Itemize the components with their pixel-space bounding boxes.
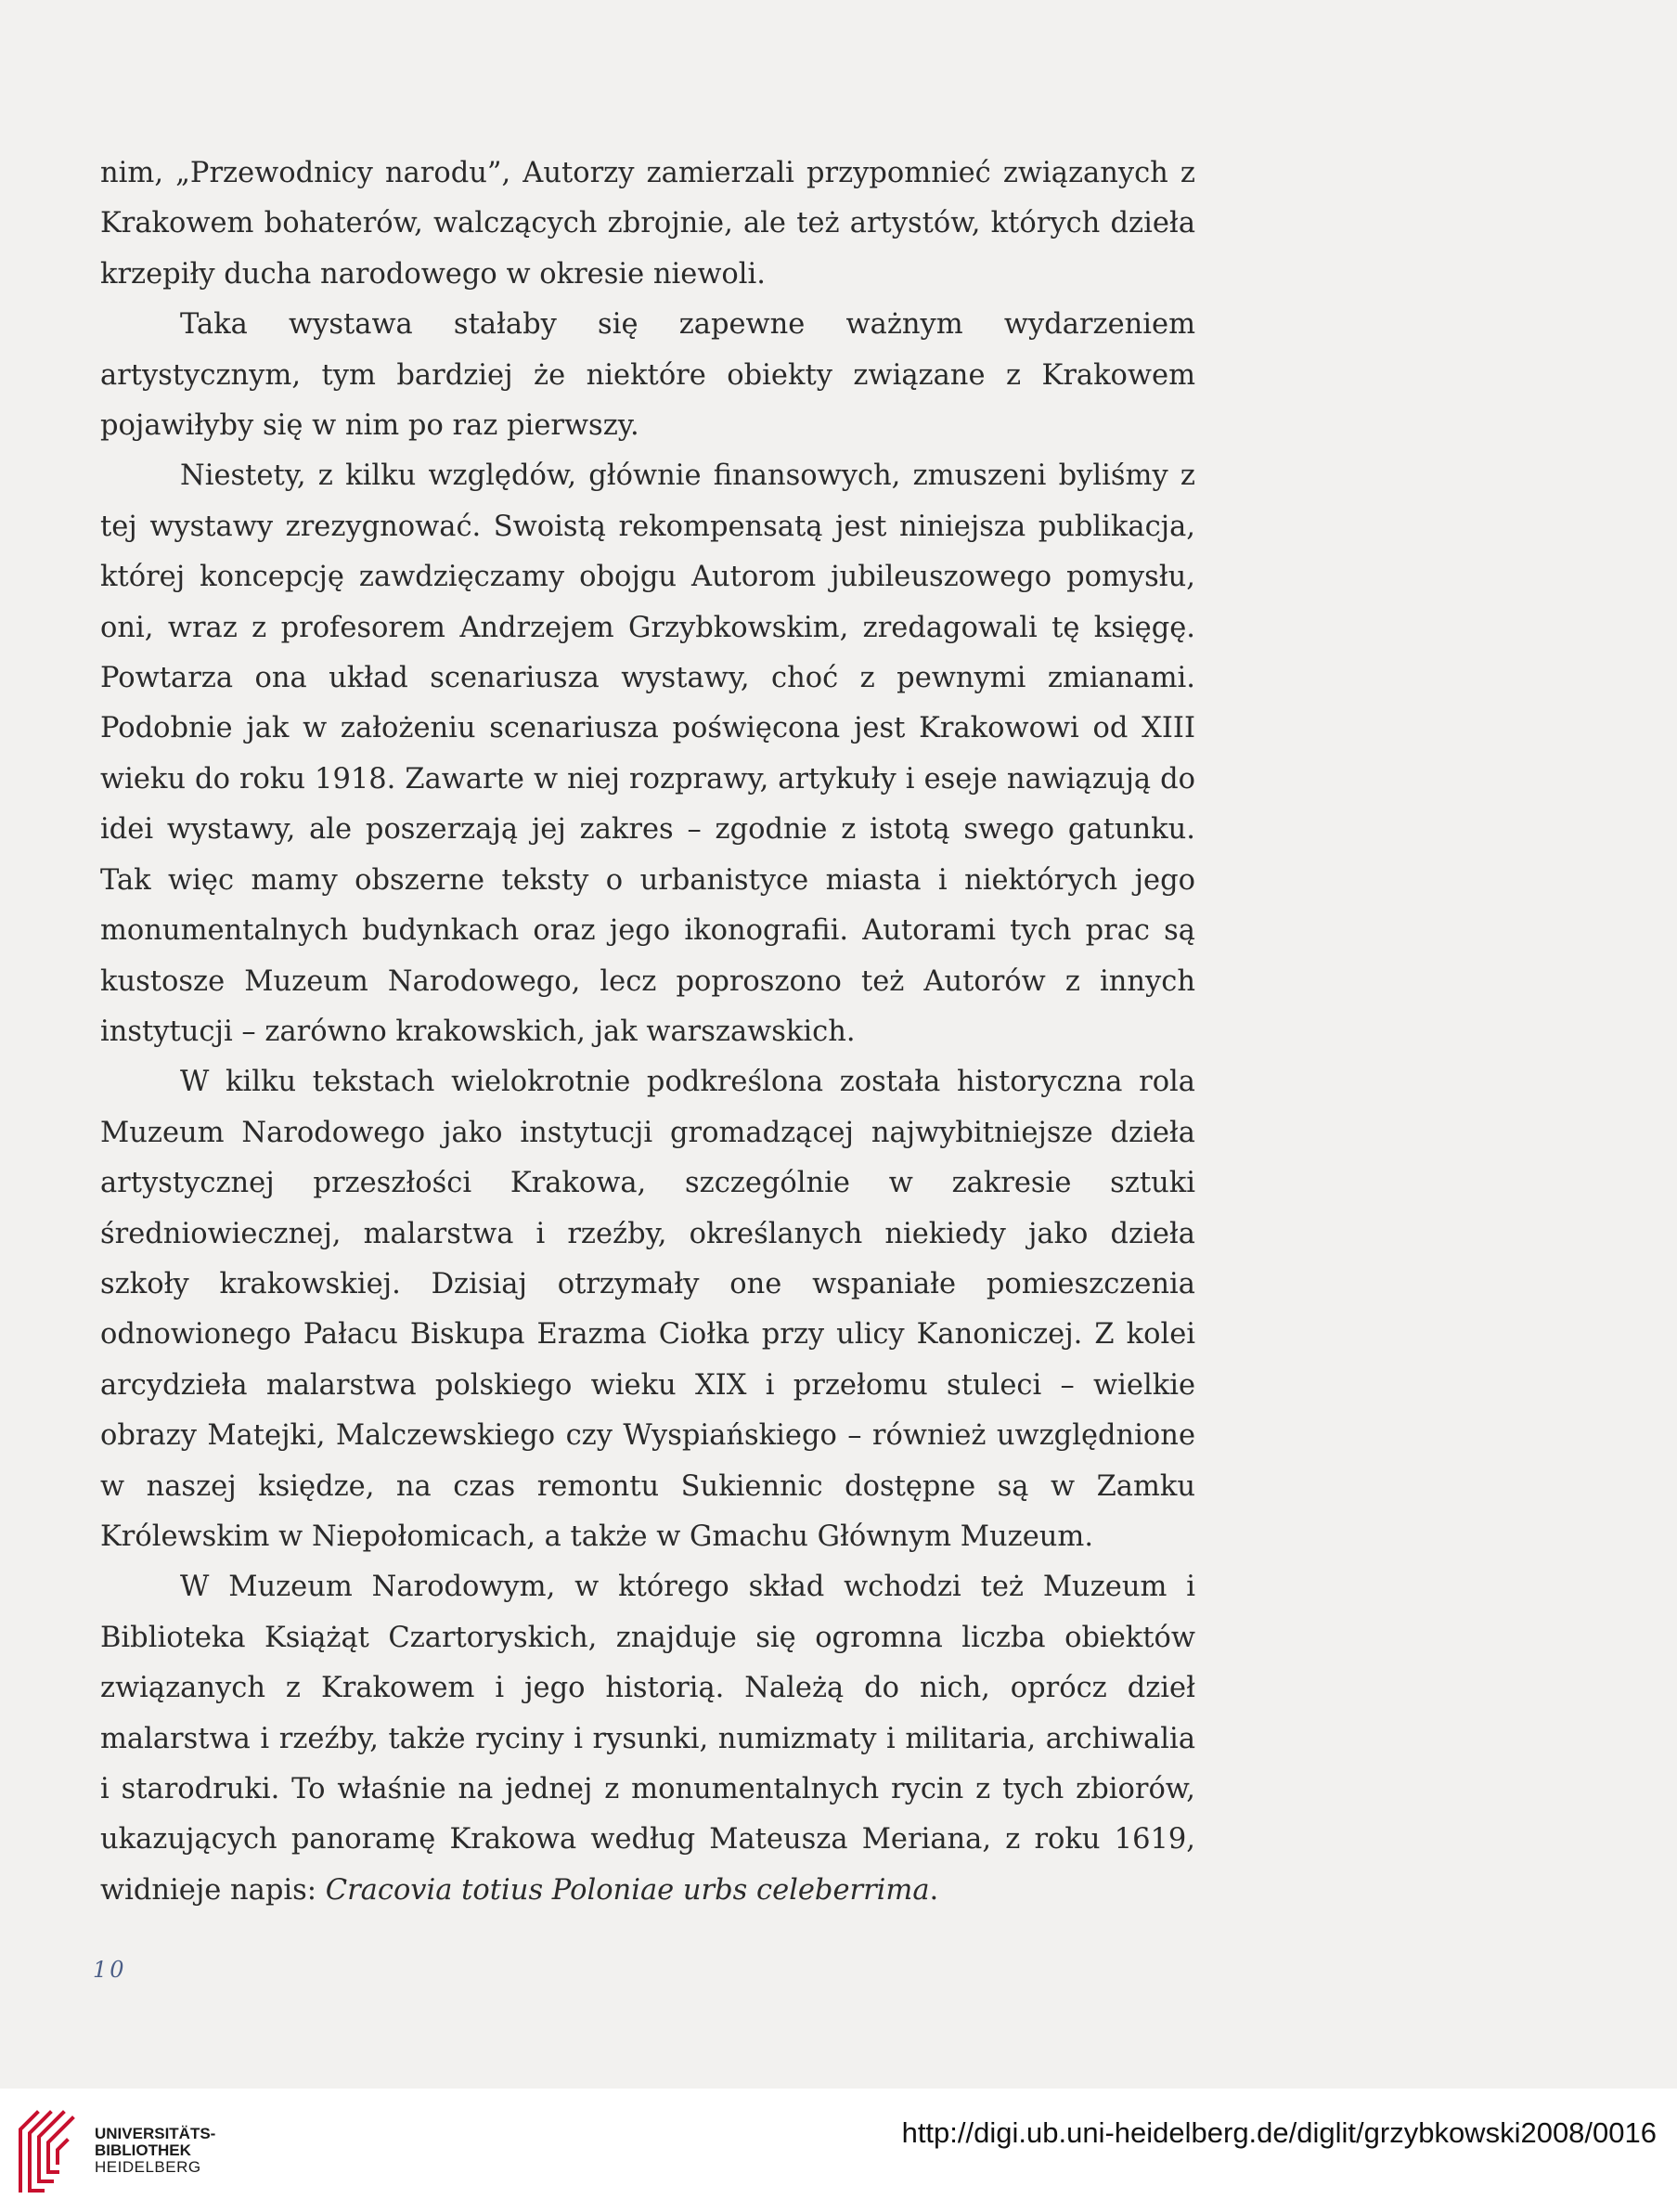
body-text [100,149,1195,1916]
paragraph-2: Taka wystawa stałaby się zapewne ważnym wydarzeniem artystycznym, tym bardziej że niektóre obiekty związane z Krakowem pojawiłyby się w nim po raz pierwszy. [100,308,1195,443]
paragraph-5-end: . [929,1873,939,1907]
ub-heidelberg-logo-icon [15,2109,95,2194]
paragraph-4: W kilku tekstach wielokrotnie podkreślona została historyczna rola Muzeum Narodowego jako instytucji gromadzącej najwybitniejsze dzieła artystycznej przeszłości Krakowa, szczególnie w zakresie sztuki średniowiecznej, malarstwa i rzeźby, określanych niekiedy jako dzieła szkoły krakowskiej. Dzisiaj otrzymały one wspaniałe pomieszczenia odnowionego Pałacu Biskupa Erazma Ciołka przy ulicy Kanoniczej. Z kolei arcydzieła malarstwa polskiego wieku XIX i przełomu stuleci – wielkie obrazy Matejki, Malczewskiego czy Wyspiańskiego – również uwzględnione w naszej księdze, na czas remontu Sukiennic dostępne są w Zamku Królewskim w Niepołomicach, a także w Gmachu Głównym Muzeum. [100,1066,1195,1553]
paragraph-3: Niestety, z kilku względów, głównie finansowych, zmuszeni byliśmy z tej wystawy zrezygnować. Swoistą rekompensatą jest niniejsza publikacja, której koncepcję zawdzięczamy obojgu Autorom jubileuszowego pomysłu, oni, wraz z profesorem Andrzejem Grzybkowskim, zredagowali tę księgę. Powtarza ona układ scenariusza wystawy, choć z pewnymi zmianami. Podobnie jak w założeniu scenariusza poświęcona jest Krakowowi od XIII wieku do roku 1918. Zawarte w niej rozprawy, artykuły i eseje nawiązują do idei wystawy, ale poszerzają jej zakres – zgodnie z istotą swego gatunku. Tak więc mamy obszerne teksty o urbanistyce miasta i niektórych jego monumentalnych budynkach oraz jego ikonografii. Autorami tych prac są kustosze Muzeum Narodowego, lecz poproszono też Autorów z innych instytucji – zarówno krakowskich, jak warszawskich. [100,459,1195,1048]
library-name-line-3: HEIDELBERG [95,2158,201,2176]
library-name-line-1: UNIVERSITÄTS- [95,2125,216,2142]
latin-inscription: Cracovia totius Poloniae urbs celeberrima [325,1873,930,1907]
paragraph-1: nim, „Przewodnicy narodu”, Autorzy zamierzali przypomnieć związanych z Krakowem bohaterów, walczących zbrojnie, ale też artystów, których dzieła krzepiły ducha narodowego w okresie niewoli. [100,157,1195,291]
paragraph-5-text: W Muzeum Narodowym, w którego skład wchodzi też Muzeum i Biblioteka Książąt Czartoryskich, znajduje się ogromna liczba obiektów związanych z Krakowem i jego historią. Należą do nich, oprócz dzieł malarstwa i rzeźby, także ryciny i rysunki, numizmaty i militaria, archiwalia i starodruki. To właśnie na jednej z monumentalnych rycin z tych zbiorów, ukazujących panoramę Krakowa według Mateusza Meriana, z roku 1619, widnieje napis: [100,1571,1195,1907]
library-name [95,2126,215,2176]
page-number: 10 [93,1957,127,1983]
library-name-line-2: BIBLIOTHEK [95,2141,191,2159]
paragraph-5 [100,1562,1195,1916]
source-url[interactable]: http://digi.ub.uni-heidelberg.de/diglit/grzybkowski2008/0016 [901,2116,1657,2149]
digitization-footer [0,2089,1677,2212]
